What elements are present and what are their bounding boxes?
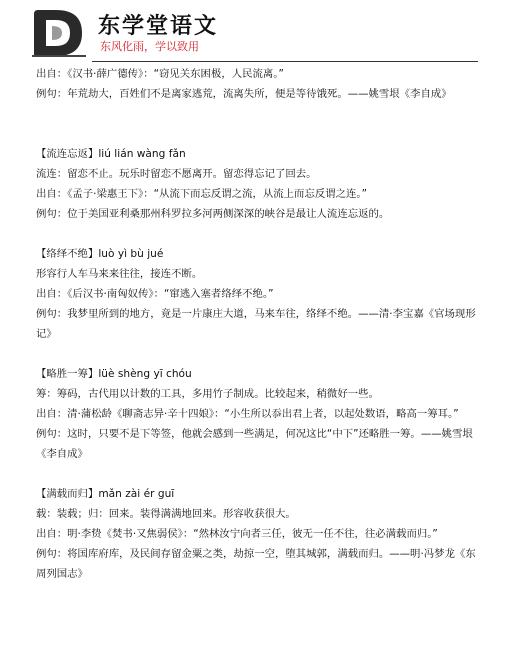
- header-divider: [92, 61, 478, 62]
- entry-heading: [36, 484, 484, 504]
- entry-title: 【略胜一筹】: [36, 368, 99, 380]
- entry-title: 【流连忘返】: [36, 148, 99, 160]
- entry-definition: 载：装载；归：回来。装得满满地回来。形容收获很大。: [36, 508, 296, 520]
- idiom-entry: [36, 364, 484, 464]
- entry-pinyin: liú lián wàng fǎn: [98, 148, 186, 160]
- document-body: [36, 64, 484, 584]
- entry-source: 出自：《后汉书·南匈奴传》：“窜逃入塞者络绎不绝。”: [36, 288, 274, 300]
- brand-title: 东学堂语文: [98, 14, 219, 39]
- entry-example: 例句：我梦里所到的地方，竟是一片康庄大道，马来车往，络绎不绝。——清·李宝嘉《官场现形记》: [36, 308, 476, 340]
- intro-source-line: 出自：《汉书·薛广德传》：“窃见关东困极，人民流离。”: [36, 68, 284, 80]
- intro-example-line: 例句：年荒劫大，百姓们不是离家逃荒，流离失所，便是等待饿死。——姚雪垠《李自成》: [36, 88, 452, 100]
- entry-heading: [36, 244, 484, 264]
- spacer: [36, 344, 484, 364]
- spacer: [36, 104, 484, 144]
- entry-source: 出自：《孟子·梁惠王下》：“从流下而忘反谓之流，从流上而忘反谓之连。”: [36, 188, 367, 200]
- brand-slogan: 东风化雨，学以致用: [100, 40, 199, 53]
- brand-logo-icon: [30, 6, 88, 58]
- entry-title: 【满载而归】: [36, 488, 99, 500]
- entry-definition: 筹：筹码，古代用以计数的工具，多用竹子制成。比较起来，稍微好一些。: [36, 388, 379, 400]
- entry-heading: [36, 364, 484, 384]
- idiom-entry: [36, 144, 484, 224]
- entry-source: 出自：清·蒲松龄《聊斋志异·辛十四娘》：“小生所以忝出君上者，以起处数语，略高一筹耳。”: [36, 408, 459, 420]
- spacer: [36, 464, 484, 484]
- entry-example: 例句：位于美国亚利桑那州科罗拉多河两侧深深的峡谷是最让人流连忘返的。: [36, 208, 390, 220]
- spacer: [36, 224, 484, 244]
- entry-source: 出自：明·李贽《焚书·又焦弱侯》：“然林汝宁向者三任，彼无一任不往，往必满载而归。”: [36, 528, 438, 540]
- entry-example: 例句：将国库府库，及民间存留金粟之类，劫掠一空，堕其城郭，满载而归。——明·冯梦龙《东周列国志》: [36, 548, 476, 580]
- entry-heading: [36, 144, 484, 164]
- entry-definition: 形容行人车马来来往往，接连不断。: [36, 268, 203, 280]
- entry-pinyin: lüè shèng yī chóu: [98, 368, 192, 380]
- page-header: [0, 0, 508, 62]
- entry-definition: 流连：留恋不止。玩乐时留恋不愿离开。留恋得忘记了回去。: [36, 168, 317, 180]
- idiom-entry: [36, 484, 484, 584]
- entry-pinyin: mǎn zài ér guī: [98, 488, 175, 500]
- entry-pinyin: luò yì bù jué: [98, 248, 164, 260]
- idiom-entry: [36, 244, 484, 344]
- entry-title: 【络绎不绝】: [36, 248, 99, 260]
- entry-example: 例句：这时，只要不是下等签，他就会感到一些满足，何况这比“中下”还略胜一筹。——姚雪垠《李自成》: [36, 428, 473, 460]
